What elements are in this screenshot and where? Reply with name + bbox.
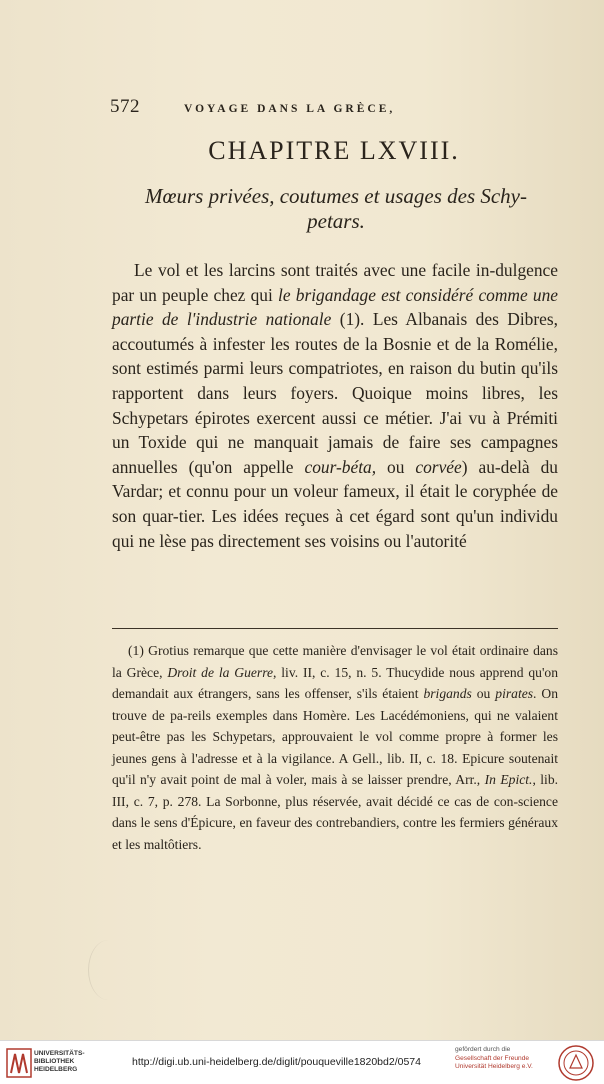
sponsor-org: Gesellschaft der Freunde xyxy=(455,1054,530,1062)
sponsor-credit xyxy=(455,1046,553,1072)
university-seal-icon xyxy=(557,1044,595,1082)
footnote-italic-run: brigands xyxy=(423,686,472,701)
footnote-text-run: , liv. II, c. 15, n. 5. Thucydide nous apprend qu'on demandait aux étrangers, sans les offenser, s'ils étaient xyxy=(112,664,558,701)
body-text-run: (1). Les Albanais des Dibres, accoutumés à infester les routes de la Bosnie et de la Romélie, sont estimés parmi leurs compatriotes, en raison du butin qu'ils rapportent dans leurs foyers. Quoique moins libres, les Schypetars épirotes exercent aussi ce métier. J'ai vu à Prémiti un Toxide qui ne manquait jamais de faire ses campagnes annuelles (qu'on appelle xyxy=(112,309,558,477)
footnote-italic-run: In Epict. xyxy=(484,772,533,787)
body-paragraph xyxy=(112,258,558,553)
library-name xyxy=(34,1050,85,1074)
running-head xyxy=(110,96,558,122)
permalink-url[interactable]: http://digi.ub.uni-heidelberg.de/diglit/pouqueville1820bd2/0574 xyxy=(132,1056,421,1068)
page-fold-mark xyxy=(88,940,129,1000)
digitization-footer xyxy=(0,1040,604,1084)
chapter-subtitle xyxy=(116,184,556,234)
library-name-line: UNIVERSITÄTS- xyxy=(34,1050,85,1057)
footnote-text-run: (1) Grotius remarque que cette manière d'envisager le vol était ordinaire dans la Grèce, xyxy=(112,643,558,680)
footnote xyxy=(112,640,558,855)
subtitle-line-1: Mœurs privées, coutumes et usages des Schy- xyxy=(145,184,527,208)
body-italic-run: le brigandage est considéré comme une partie de l'industrie nationale xyxy=(112,284,558,330)
footnote-italic-run: Droit de la Guerre xyxy=(167,664,274,680)
footnote-text-run: ou xyxy=(471,686,496,701)
sponsor-label: gefördert durch die xyxy=(455,1046,511,1053)
body-italic-run: cour-béta, xyxy=(304,456,377,477)
footnote-rule xyxy=(112,628,558,629)
running-title: VOYAGE DANS LA GRÈCE, xyxy=(184,103,396,115)
library-name-line: HEIDELBERG xyxy=(34,1066,78,1073)
university-library-logo-icon xyxy=(6,1048,32,1078)
body-text-run: Le vol et les larcins sont traités avec une facile in-dulgence par un peuple chez qui xyxy=(112,260,558,305)
sponsor-org: Universität Heidelberg e.V. xyxy=(455,1063,533,1070)
body-text-run: ) au-delà du Vardar; et connu pour un voleur fameux, il était le coryphée de son quar-tier. Les idées reçues à cet égard sont qu'un individu qui ne lèse pas directement ses voisins ou l'autorité xyxy=(112,456,558,551)
footnote-text-run: , lib. III, c. 7, p. 278. La Sorbonne, plus réservée, avait décidé ce cas de con-science dans le sens d'Épicure, en faveur des contrebandiers, contre les fermiers généraux et les maltôtiers. xyxy=(112,772,559,852)
body-text-run: ou xyxy=(376,456,416,477)
page-number: 572 xyxy=(110,96,140,117)
body-italic-run: corvée xyxy=(415,456,462,477)
footnote-italic-run: pirates xyxy=(495,686,534,701)
footnote-text-run: . On trouve de pa-reils exemples dans Homère. Les Lacédémoniens, qui ne valaient peut-être pas les Schypetars, approuvaient le vol comme propre à former les jeunes gens à l'adresse et à la vigilance. A Gell., lib. II, c. 18. Epicure soutenait qu'il n'y avait point de mal à voler, mais à se laisser prendre, Arr., xyxy=(112,686,559,787)
chapter-title: CHAPITRE LXVIII. xyxy=(208,136,460,165)
library-name-line: BIBLIOTHEK xyxy=(34,1058,75,1065)
subtitle-line-2: petars. xyxy=(307,209,365,233)
